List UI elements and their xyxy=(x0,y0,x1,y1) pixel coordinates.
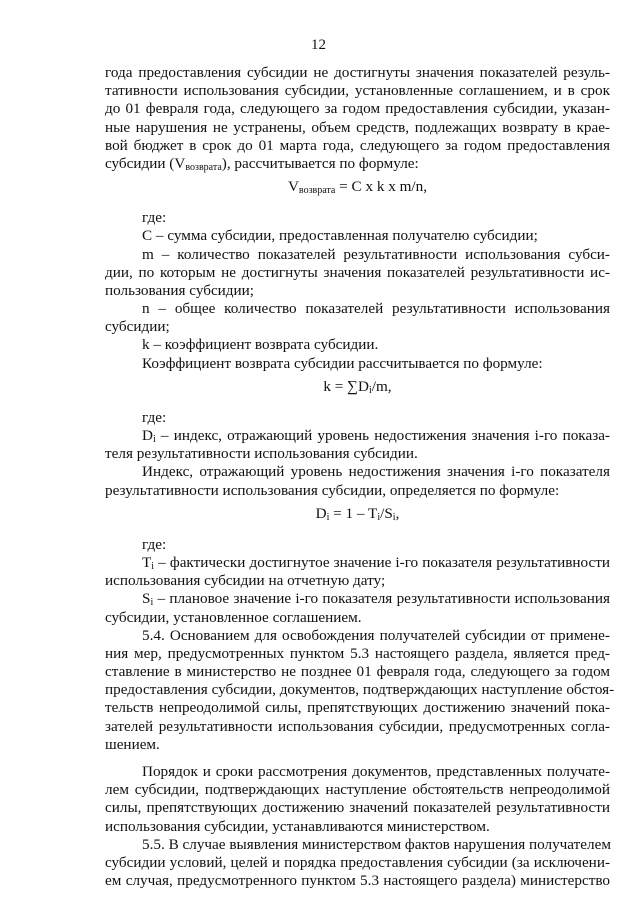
definition-m xyxy=(105,246,610,301)
text-line: n – общее количество показателей результативности использования xyxy=(142,300,610,318)
text-line: результативности использования субсидии, определяется по формуле: xyxy=(105,481,560,499)
text-line: субсидии, установленное соглашением. xyxy=(105,608,362,626)
text-line: $T_i$ – фактически достигнутое значение i-го показателя результативности xyxy=(142,553,610,572)
text-line: пользования субсидии; xyxy=(105,281,255,299)
text-line: m – количество показателей результативности использования субси- xyxy=(142,245,610,263)
where-label: где: xyxy=(142,535,167,553)
page-content xyxy=(105,64,615,890)
paragraph-index-intro xyxy=(105,463,610,499)
definition-c: C – сумма субсидии, предоставленная получателю субсидии; xyxy=(142,227,538,245)
formula-return-volume: $V_{возврата} = C$ x k x m/n, xyxy=(287,178,428,197)
text-line: ные нарушения не устранены, объем средств, подлежащих возврату в крае- xyxy=(105,118,610,136)
text-line: субсидии $(V_{возврата})$, рассчитывается по формуле: xyxy=(105,154,419,173)
text-line: $D_i$ – индекс, отражающий уровень недостижения значения i-го показа- xyxy=(142,427,610,445)
text-line: субсидии условий, целей и порядка предоставления субсидии (за исключени- xyxy=(105,853,610,871)
paragraph-k-formula-intro: Коэффициент возврата субсидии рассчитывается по формуле: xyxy=(142,354,543,372)
text-line: тативности использования субсидии, установленные соглашением, и в срок xyxy=(105,82,610,100)
text-line: использования субсидии, устанавливаются министерством. xyxy=(105,817,490,835)
text-line: Порядок и сроки рассмотрения документов, представленных получате- xyxy=(142,763,610,780)
where-label: где: xyxy=(142,408,167,426)
text-line: теля результативности использования субсидии. xyxy=(105,445,418,463)
page-number: 12 xyxy=(311,37,326,53)
paragraph-procedure xyxy=(105,763,610,836)
text-line: шением. xyxy=(105,735,160,753)
definition-ti xyxy=(105,554,610,590)
text-line: 5.5. В случае выявления министерством фактов нарушения получателем xyxy=(142,835,611,853)
text-line: вой бюджет в срок до 01 марта года, следующего за годом предоставления xyxy=(105,136,610,154)
definition-si xyxy=(105,590,610,626)
text-line: ставление в министерство не позднее 01 февраля года, следующего за годом xyxy=(105,663,610,681)
text-line: года предоставления субсидии не достигнуты значения показателей резуль- xyxy=(105,64,610,81)
text-line: лем субсидии, подтверждающих наступление обстоятельств непреодолимой xyxy=(105,781,610,799)
text-line: использования субсидии на отчетную дату; xyxy=(105,572,386,590)
where-label: где: xyxy=(142,209,167,227)
text-line: дии, по которым не достигнуты значения показателей результативности ис- xyxy=(105,263,610,281)
formula-coefficient: $k = \sum D_i/m$, xyxy=(323,377,392,396)
text-line: тельств непреодолимой силы, препятствующих достижению значений пока- xyxy=(105,699,610,717)
paragraph-return-conditions xyxy=(105,64,610,173)
paragraph-5-5 xyxy=(105,836,610,891)
text-line: зателей результативности использования субсидии, предусмотренных согла- xyxy=(105,717,610,735)
text-line: до 01 февраля года, следующего за годом предоставления субсидии, указан- xyxy=(105,100,610,118)
formula-index: $D_i = 1 - T_i/S_i$, xyxy=(315,504,400,523)
paragraph-5-4 xyxy=(105,626,615,754)
definition-di xyxy=(105,427,610,463)
definition-k: k – коэффициент возврата субсидии. xyxy=(142,336,379,354)
text-line: предоставления субсидии, документов, подтверждающих наступление обстоя- xyxy=(105,681,615,699)
text-line: ем случая, предусмотренного пунктом 5.3 настоящего раздела) министерство xyxy=(105,872,610,890)
text-line: 5.4. Основанием для освобождения получателей субсидии от примене- xyxy=(142,626,610,644)
text-line: Индекс, отражающий уровень недостижения значения i-го показателя xyxy=(142,463,610,481)
text-line: силы, препятствующих достижению значений показателей результативности xyxy=(105,799,610,817)
text-line: субсидии; xyxy=(105,318,170,336)
definition-n xyxy=(105,300,610,336)
text-line: ния мер, предусмотренных пунктом 5.3 настоящего раздела, является пред- xyxy=(105,644,610,662)
text-line: $S_i$ – плановое значение i-го показателя результативности использования xyxy=(142,590,610,609)
